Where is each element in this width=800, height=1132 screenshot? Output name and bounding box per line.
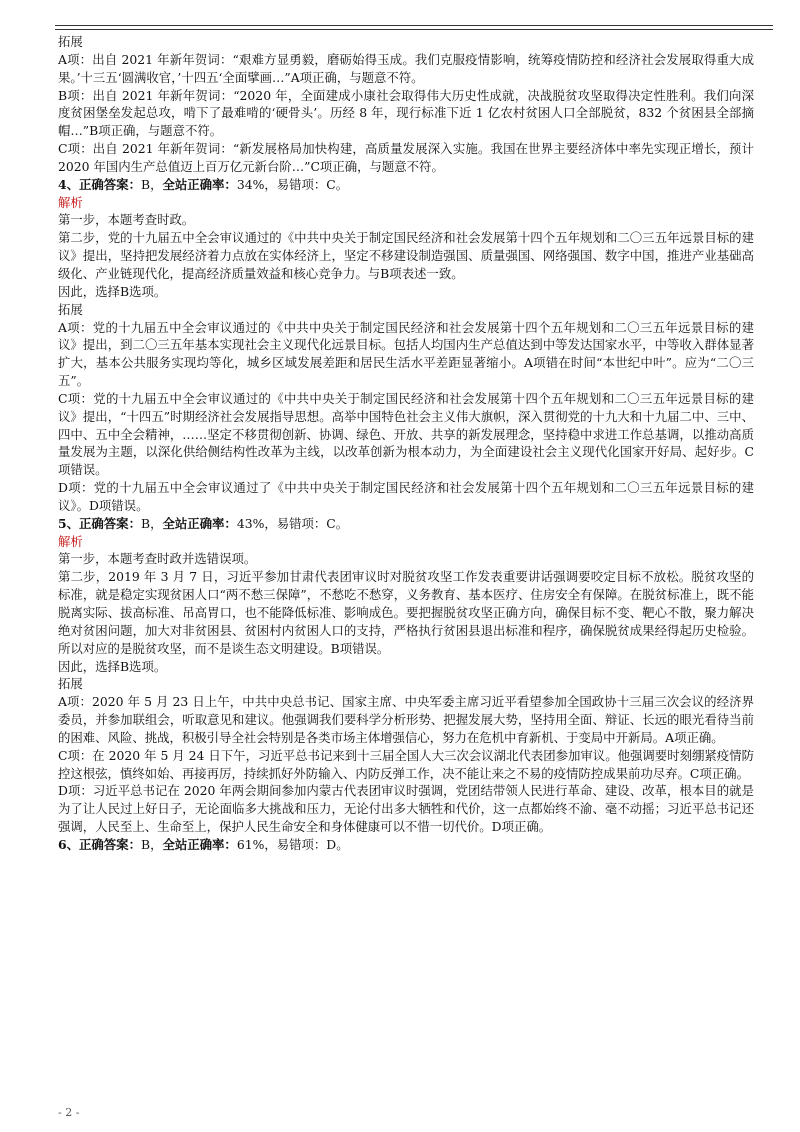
page-number: - 2 - (58, 1106, 80, 1119)
q5-rate-value: 43%，易错项：C。 (236, 515, 349, 531)
q5-answer-value: B， (140, 515, 163, 531)
q4-analysis-step2: 第二步，党的十九届五中全会审议通过的《中共中央关于制定国民经济和社会发展第十四个五年规划和二〇三五年远景目标的建议》提出，坚持把发展经济着力点放在实体经济上，坚定不移建设制造强国、质量强国、网络强国、数字中国，推进产业基础高级化、产业链现代化，提高经济质量效益和核心竞争力。与B项表述一致。 (58, 230, 754, 281)
q6-rate-label: 全站正确率： (162, 836, 237, 852)
tuozhan-heading: 拓展 (58, 34, 83, 49)
q4-answer-value: B， (140, 176, 163, 192)
q4-tuozhan-heading: 拓展 (58, 301, 83, 317)
q4-tuozhan-c: C项：党的十九届五中全会审议通过的《中共中央关于制定国民经济和社会发展第十四个五年规划和二〇三五年远景目标的建议》提出，“十四五”时期经济社会发展指导思想。高举中国特色社会主义伟大旗帜，深入贯彻党的十九大和十九届二中、三中、四中、五中全会精神，……坚定不移贯彻创新、协调、绿色、开放、共享的新发展理念，坚持稳中求进工作总基调，以推动高质量发展为主题，以深化供给侧结构性改革为主线，以改革创新为根本动力，为全面建设社会主义现代化国家开好局、起好步。C项错误。 (58, 390, 754, 478)
q5-tuozhan-d: D项：习近平总书记在 2020 年两会期间参加内蒙古代表团审议时强调，党团结带领人民进行革命、建设、改革，根本目的就是为了让人民过上好日子，无论面临多大挑战和压力，无论付出多大牺牲和代价，这一点都始终不渝、毫不动摇；习近平总书记还强调，人民至上、生命至上，保护人民生命安全和身体健康可以不惜一切代价。D项正确。 (58, 783, 754, 835)
q3-tuozhan-a: A项：出自 2021 年新年贺词：“艰难方显勇毅，磨砺始得玉成。我们克服疫情影响，统筹疫情防控和经济社会发展取得重大成果。’十三五‘圆满收官，’十四五‘全面擘画…”A项正确，与题意不符。 (58, 51, 754, 85)
q4-analysis-step1: 第一步，本题考查时政。 (58, 212, 195, 228)
q3-tuozhan-c: C项：出自 2021 年新年贺词：“新发展格局加快构建，高质量发展深入实施。我国在世界主要经济体中率先实现正增长，预计 2020 年国内生产总值迈上百万亿元新台阶…”C项正确，与题意不符。 (58, 141, 754, 174)
q4-analysis-conclusion: 因此，选择B选项。 (58, 283, 167, 299)
q5-analysis-step1: 第一步，本题考查时政并选错误项。 (58, 551, 257, 567)
q4-tuozhan-d: D项：党的十九届五中全会审议通过了《中共中央关于制定国民经济和社会发展第十四个五年规划和二〇三五年远景目标的建议》。D项错误。 (58, 480, 754, 513)
q6-answer-value: B， (140, 836, 163, 852)
q5-answer-label: 5、正确答案： (58, 515, 141, 531)
q5-rate-label: 全站正确率： (162, 515, 237, 531)
q5-jiexi-heading: 解析 (58, 533, 83, 549)
header-rule-secondary (55, 29, 773, 30)
document-body (58, 33, 754, 854)
q3-tuozhan-b: B项：出自 2021 年新年贺词：“2020 年，全面建成小康社会取得伟大历史性成就，决战脱贫攻坚取得决定性胜利。我们向深度贫困堡垒发起总攻，啃下了最难啃的‘硬骨头’。历经 8 年，现行标准下近 1 亿农村贫困人口全部脱贫，832 个贫困县全部摘帽…”B项正确，与题意不符。 (58, 87, 754, 139)
q5-analysis-conclusion: 因此，选择B选项。 (58, 658, 167, 674)
q5-answer-line (58, 515, 754, 533)
q5-analysis-step2: 第二步，2019 年 3 月 7 日，习近平参加甘肃代表团审议时对脱贫攻坚工作发表重要讲话强调要咬定目标不放松。脱贫攻坚的标准，就是稳定实现贫困人口“两不愁三保障”，不愁吃不愁穿，义务教育、基本医疗、住房安全有保障。在脱贫标准上，既不能脱离实际、拔高标准、吊高胃口，也不能降低标准、影响成色。要把握脱贫攻坚正确方向，确保目标不变、靶心不散，聚力解决绝对贫困问题，加大对非贫困县、贫困村内贫困人口的支持，严格执行贫困县退出标准和程序，确保脱贫成果经得起历史检验。所以对应的是脱贫攻坚，而不是谈生态文明建设。B项错误。 (58, 569, 754, 656)
q5-tuozhan-a: A项：2020 年 5 月 23 日上午，中共中央总书记、国家主席、中央军委主席习近平看望参加全国政协十三届三次会议的经济界委员，并参加联组会，听取意见和建议。他强调我们要科学分析形势、把握发展大势，坚持用全面、辩证、长远的眼光看待当前的困难、风险、挑战，积极引导全社会特别是各类市场主体增强信心，努力在危机中育新机、于变局中开新局。A项正确。 (58, 694, 754, 745)
q6-answer-label: 6、正确答案： (58, 836, 141, 852)
q4-tuozhan-a: A项：党的十九届五中全会审议通过的《中共中央关于制定国民经济和社会发展第十四个五年规划和二〇三五年远景目标的建议》提出，到二〇三五年基本实现社会主义现代化远景目标。包括人均国内生产总值达到中等发达国家水平，中等收入群体显著扩大，基本公共服务实现均等化，城乡区域发展差距和居民生活水平差距显著缩小。A项错在时间“本世纪中叶”。应为“二〇三五”。 (58, 319, 754, 389)
q4-answer-label: 4、正确答案： (58, 176, 141, 192)
q4-answer-line (58, 176, 754, 194)
header-rule (55, 25, 773, 26)
q6-rate-value: 61%，易错项：D。 (236, 836, 349, 852)
q6-answer-line (58, 836, 754, 854)
q4-rate-value: 34%，易错项：C。 (236, 176, 349, 192)
q5-tuozhan-heading: 拓展 (58, 676, 83, 692)
q4-rate-label: 全站正确率： (162, 176, 237, 192)
q4-jiexi-heading: 解析 (58, 194, 83, 210)
q5-tuozhan-c: C项：在 2020 年 5 月 24 日下午，习近平总书记来到十三届全国人大三次会议湖北代表团参加审议。他强调要时刻绷紧疫情防控这根弦，慎终如始、再接再厉，持续抓好外防输入、内防反弹工作，决不能让来之不易的疫情防控成果前功尽弃。C项正确。 (58, 747, 754, 781)
